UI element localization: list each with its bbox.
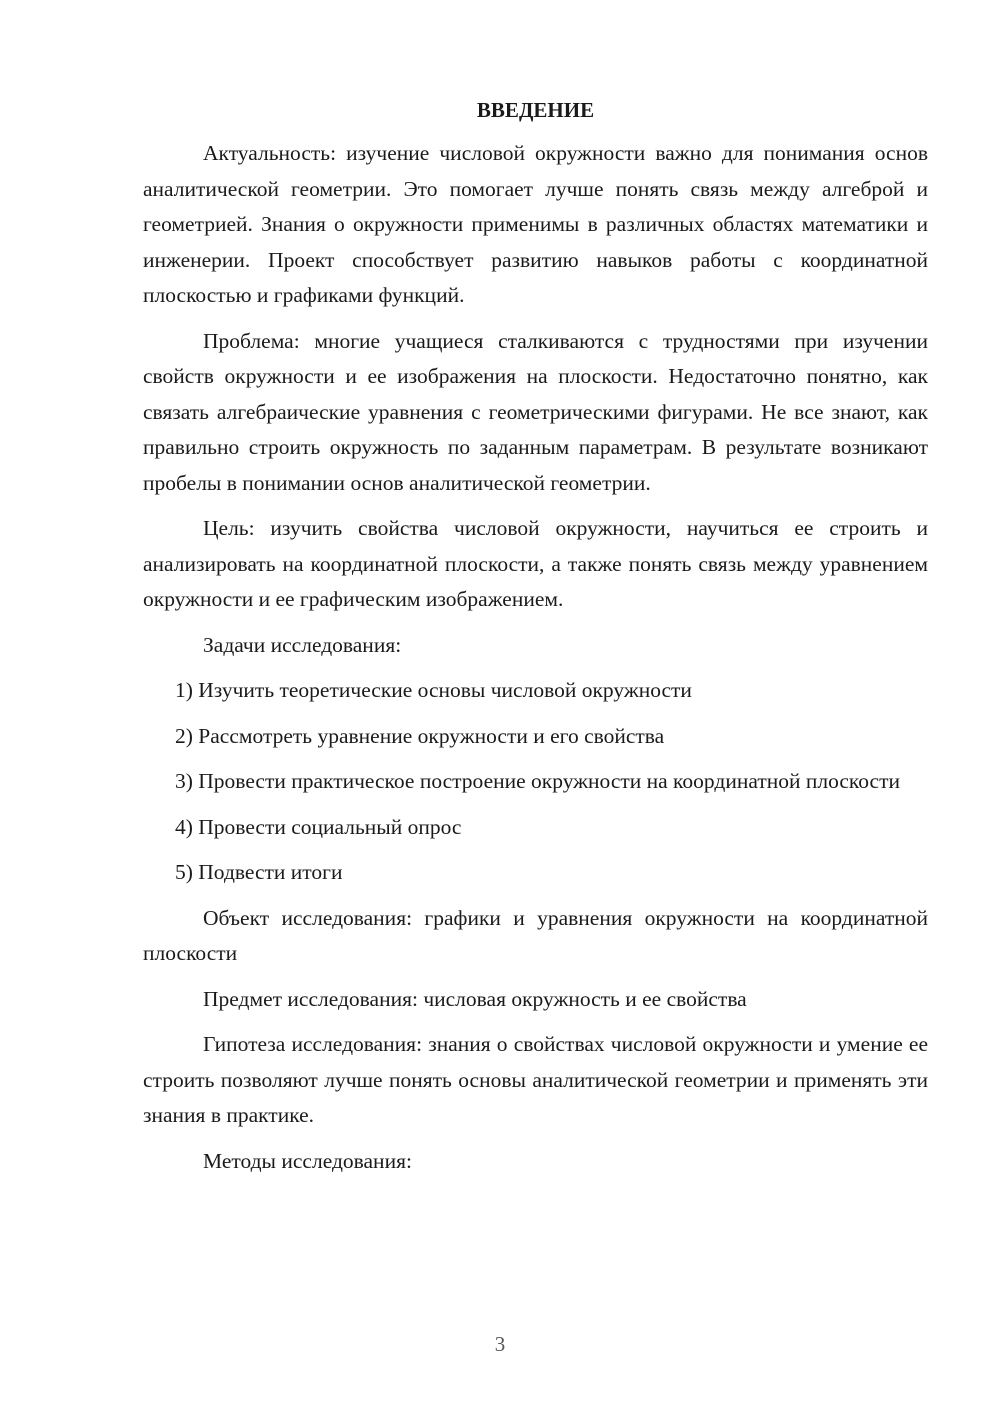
paragraph-object: Объект исследования: графики и уравнения окружности на координатной плоскости [143, 905, 928, 965]
paragraph-goal: Цель: изучить свойства числовой окружности, научиться ее строить и анализировать на координатной плоскости, а также понять связь между уравнением окружности и ее графическим изображением. [143, 516, 928, 611]
paragraph-subject: Предмет исследования: числовая окружность и ее свойства [203, 986, 747, 1011]
tasks-heading: Задачи исследования: [203, 632, 402, 657]
task-item-3: 3) Провести практическое построение окружности на координатной плоскости [175, 769, 900, 793]
task-item-1: 1) Изучить теоретические основы числовой окружности [175, 678, 692, 702]
paragraph-methods: Методы исследования: [203, 1148, 412, 1173]
task-item-5: 5) Подвести итоги [175, 860, 343, 884]
paragraph-problem: Проблема: многие учащиеся сталкиваются с трудностями при изучении свойств окружности и ее изображения на плоскости. Недостаточно понятно, как связать алгебраические уравнения с геометрическими фигурами. Не все знают, как правильно строить окружность по заданным параметрам. В результате возникают пробелы в понимании основ аналитической геометрии. [143, 328, 928, 495]
page-title: ВВЕДЕНИЕ [476, 98, 595, 122]
page-content [143, 93, 928, 1189]
task-item-4: 4) Провести социальный опрос [175, 814, 462, 839]
task-item-2: 2) Рассмотреть уравнение окружности и его свойства [175, 723, 665, 748]
page-number: 3 [494, 1332, 506, 1356]
paragraph-hypothesis: Гипотеза исследования: знания о свойствах числовой окружности и умение ее строить позволяют лучше понять основы аналитической геометрии и применять эти знания в практике. [143, 1032, 928, 1127]
paragraph-relevance: Актуальность: изучение числовой окружности важно для понимания основ аналитической геометрии. Это помогает лучше понять связь между алгеброй и геометрией. Знания о окружности применимы в различных областях математики и инженерии. Проект способствует развитию навыков работы с координатной плоскостью и графиками функций. [143, 141, 928, 307]
